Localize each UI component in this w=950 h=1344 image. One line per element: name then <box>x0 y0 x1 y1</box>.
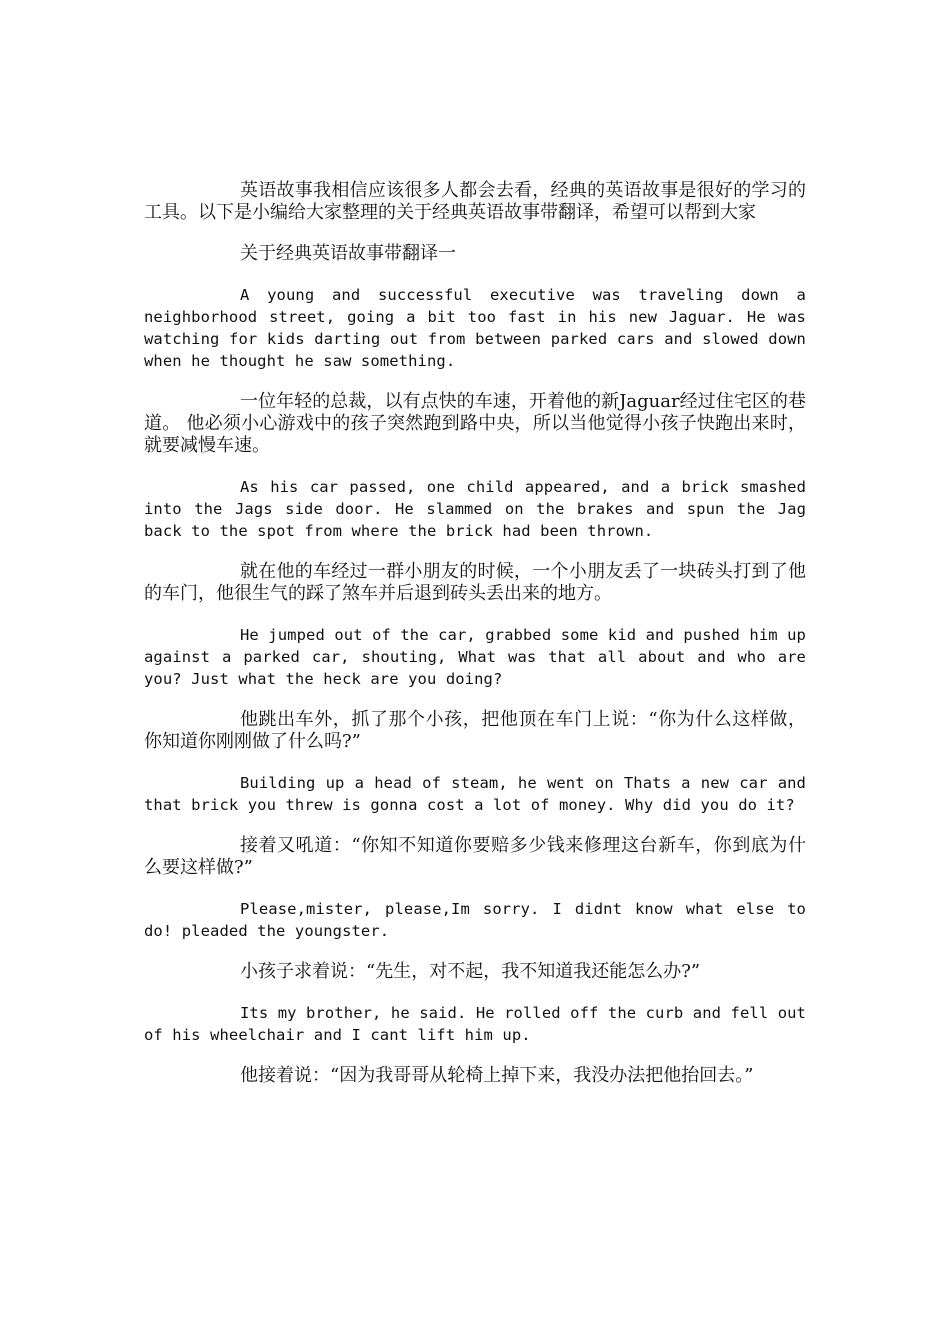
english-paragraph: Its my brother, he said. He rolled off the curb and fell out of his wheelchair and I cant lift him up. <box>144 1004 806 1044</box>
chinese-paragraph: 就在他的车经过一群小朋友的时候，一个小朋友丢了一块砖头打到了他的车门，他很生气的踩了煞车并后退到砖头丢出来的地方。 <box>144 561 806 604</box>
english-paragraph: A young and successful executive was traveling down a neighborhood street, going a bit too fast in his new Jaguar. He was watching for kids darting out from between parked cars and slowed down when he thought he saw something. <box>144 286 806 370</box>
english-paragraph: As his car passed, one child appeared, and a brick smashed into the Jags side door. He slammed on the brakes and spun the Jag back to the spot from where the brick had been thrown. <box>144 478 806 540</box>
section-heading: 关于经典英语故事带翻译一 <box>240 243 456 264</box>
chinese-paragraph: 接着又吼道：“你知不知道你要赔多少钱来修理这台新车，你到底为什么要这样做?” <box>144 835 806 878</box>
english-paragraph: Please,mister, please,Im sorry. I didnt know what else to do! pleaded the youngster. <box>144 900 806 940</box>
chinese-paragraph: 他接着说：“因为我哥哥从轮椅上掉下来，我没办法把他抬回去。” <box>240 1065 754 1086</box>
chinese-paragraph: 一位年轻的总裁，以有点快的车速，开着他的新Jaguar经过住宅区的巷道。 他必须小心游戏中的孩子突然跑到路中央，所以当他觉得小孩子快跑出来时，就要减慢车速。 <box>144 391 806 456</box>
english-paragraph: He jumped out of the car, grabbed some kid and pushed him up against a parked car, shouting, What was that all about and who are you? Just what the heck are you doing? <box>144 626 806 688</box>
intro-paragraph: 英语故事我相信应该很多人都会去看，经典的英语故事是很好的学习的工具。以下是小编给大家整理的关于经典英语故事带翻译，希望可以帮到大家 <box>144 180 806 223</box>
chinese-paragraph: 他跳出车外，抓了那个小孩，把他顶在车门上说：“你为什么这样做，你知道你刚刚做了什么吗?” <box>144 709 806 752</box>
document-body <box>144 180 806 1106</box>
chinese-paragraph: 小孩子求着说：“先生，对不起，我不知道我还能怎么办?” <box>240 961 701 982</box>
english-paragraph: Building up a head of steam, he went on Thats a new car and that brick you threw is gonna cost a lot of money. Why did you do it? <box>144 774 806 814</box>
